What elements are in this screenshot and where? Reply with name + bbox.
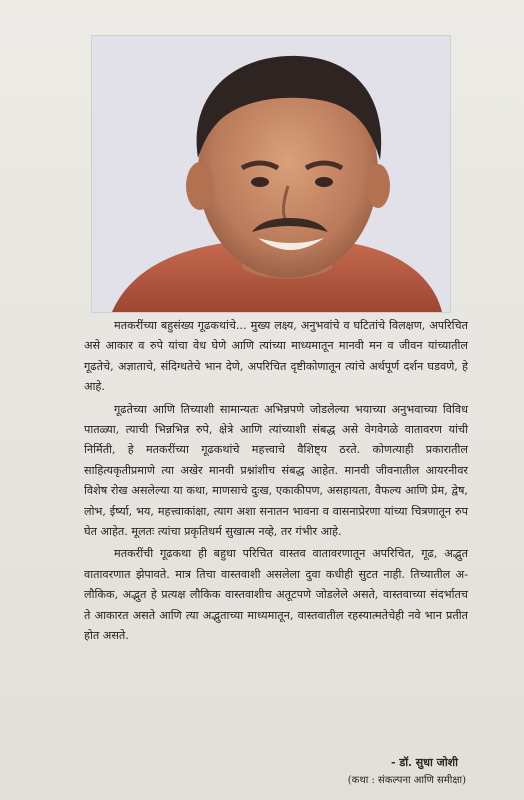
signature-source: (कथा : संकल्पना आणि समीक्षा): [347, 775, 466, 786]
blurb-paragraph-1: मतकरींच्या बहुसंख्य गूढकथांचे... मुख्य लक्ष्य, अनुभवांचे व घटितांचे विलक्षण, अपरिचित असे आकार व रुपे यांचा वेध घेणे आणि त्यांच्या माध्यमातून मानवी मन व जीवन यांच्यातील गूढतेचे, अज्ञाताचे, संदिग्धतेचे भान देणे, अपरिचित दृष्टीकोणातून त्यांचे अर्थपूर्ण दर्शन घडवणे, हे आहे.: [84, 319, 468, 394]
blurb-text: [84, 316, 468, 649]
blurb-paragraph-3: मतकरींची गूढकथा ही बहुधा परिचित वास्तव वातावरणातून अपरिचित, गूढ, अद्भुत वातावरणात झेपावते. मात्र तिचा वास्तवाशी असलेला दुवा कधीही सुटत नाही. तिच्यातील अ-लौकिक, अद्भुत हे प्रत्यक्ष लौकिक वास्तवाशीच अतूटपणे जोडलेले असते, वास्तवाच्या संदर्भातच ते आकारत असते आणि त्या अद्भुताच्या माध्यमातून, वास्तवातील रहस्यात्मतेचेही नवे भान प्रतीत होत असते.: [84, 547, 468, 643]
signature-name: - डॉ. सुधा जोशी: [390, 756, 458, 769]
author-portrait-photo: [92, 36, 450, 312]
blurb-paragraph-2: गूढतेच्या आणि तिच्याशी सामान्यतः अभिन्नपणे जोडलेल्या भयाच्या अनुभवाच्या विविध पातळ्या, त्याची भिन्नभिन्न रुपे, क्षेत्रे आणि त्यांच्याशी संबद्ध असे वेगवेगळे वातावरण यांची निर्मिती, हे मतकरींच्या गूढकथांचे महत्त्वाचे वैशिष्ट्य ठरते. कोणत्याही प्रकारातील साहित्यकृतीप्रमाणे त्या अखेर मानवी प्रश्नांशीच संबद्ध आहेत. मानवी जीवनातील आयरनीवर विशेष रोख असलेल्या या कथा, माणसाचे दुःख, एकाकीपण, असहायता, वैफल्य आणि प्रेम, द्वेष, लोभ, ईर्ष्या, भय, महत्त्वाकांक्षा, त्याग अशा सनातन भावना व वासनाप्रेरणा यांच्या चित्रणातून रुप घेत आहेत. मूलतः त्यांचा प्रकृतिधर्म सुखात्म नव्हे, तर गंभीर आहे.: [84, 402, 468, 539]
author-portrait: [92, 36, 450, 312]
signature-block: [348, 754, 466, 790]
